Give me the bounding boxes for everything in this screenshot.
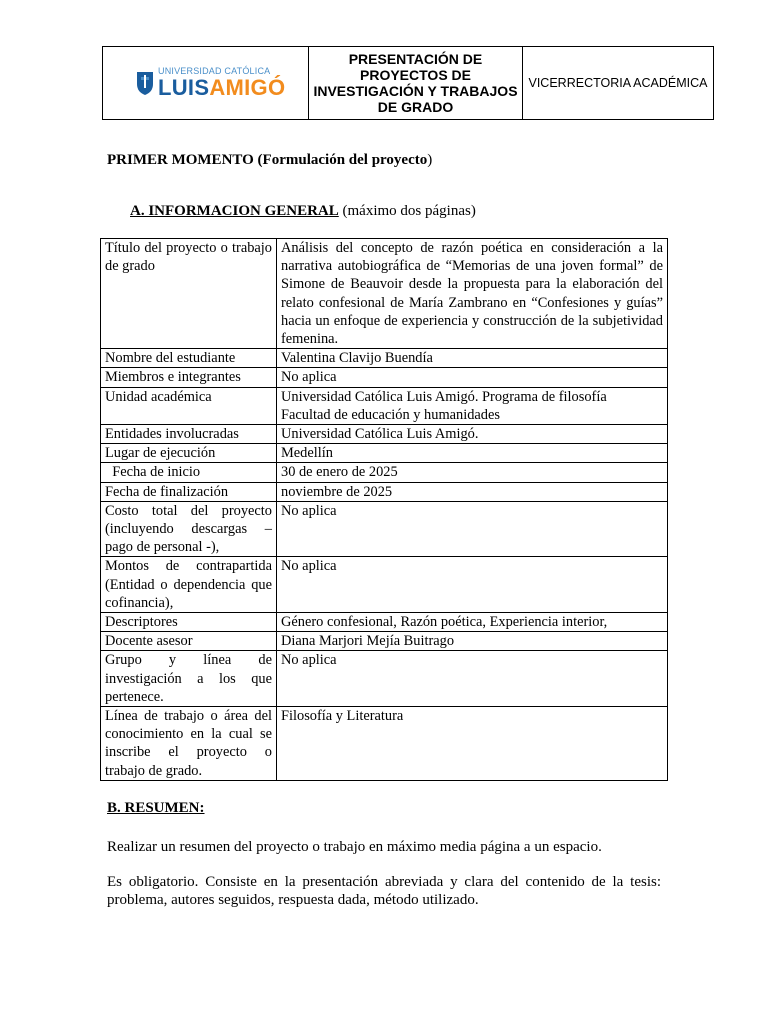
- table-row: [101, 651, 668, 707]
- row-value: Diana Marjori Mejía Buitrago: [277, 632, 668, 651]
- row-value: Valentina Clavijo Buendía: [277, 349, 668, 368]
- primer-momento-heading: [107, 152, 432, 169]
- table-row: [101, 557, 668, 613]
- row-label: Docente asesor: [101, 632, 277, 651]
- row-value: No aplica: [277, 651, 668, 707]
- row-label: Fecha de finalización: [101, 482, 277, 501]
- row-value: 30 de enero de 2025: [277, 463, 668, 482]
- row-value: Medellín: [277, 444, 668, 463]
- row-label: Título del proyecto o trabajo de grado: [101, 239, 277, 349]
- row-value: Universidad Católica Luis Amigó.: [277, 425, 668, 444]
- general-info-table: [100, 238, 668, 781]
- university-emblem-icon: [136, 70, 154, 96]
- row-value: [277, 387, 668, 424]
- row-value: Filosofía y Literatura: [277, 707, 668, 781]
- table-row: [101, 444, 668, 463]
- primer-momento-tail: ): [427, 152, 433, 168]
- row-value: No aplica: [277, 557, 668, 613]
- table-row: [101, 368, 668, 387]
- row-value: No aplica: [277, 368, 668, 387]
- table-row: [101, 613, 668, 632]
- table-row: [101, 349, 668, 368]
- table-row: [101, 425, 668, 444]
- section-a-note: (máximo dos páginas): [338, 203, 476, 219]
- section-a-title: A. INFORMACION GENERAL: [130, 203, 339, 219]
- table-row: [101, 239, 668, 349]
- summary-instruction: Realizar un resumen del proyecto o trabajo en máximo media página a un espacio.: [107, 839, 602, 855]
- table-row: [101, 482, 668, 501]
- row-value: Análisis del concepto de razón poética en consideración a la narrativa autobiográfica de “Memorias de una joven formal” de Simone de Beauvoir desde la propuesta para la elaboración del relato confesional de María Zambrano en “Confesiones y guías” hacia un enfoque de experiencia y construcción de la subjetividad femenina.: [277, 239, 668, 349]
- summary-description: Es obligatorio. Consiste en la presentación abreviada y clara del contenido de la tesis: problema, autores seguidos, respuesta dada, método utilizado.: [107, 874, 661, 908]
- row-value-line: Universidad Católica Luis Amigó. Programa de filosofía: [281, 388, 607, 405]
- row-value-line: Facultad de educación y humanidades: [281, 406, 500, 423]
- table-row: [101, 501, 668, 557]
- primer-momento-bold: PRIMER MOMENTO (Formulación del proyecto: [107, 152, 428, 168]
- row-label: Grupo y línea de investigación a los que pertenece.: [101, 651, 277, 707]
- row-label: Descriptores: [101, 613, 277, 632]
- row-label: Miembros e integrantes: [101, 368, 277, 387]
- row-label: Costo total del proyecto (incluyendo descargas – pago de personal -),: [101, 501, 277, 557]
- row-label: Lugar de ejecución: [101, 444, 277, 463]
- logo-amigo-text: AMIGÓ: [209, 75, 286, 100]
- row-label: Entidades involucradas: [101, 425, 277, 444]
- table-row: [101, 463, 668, 482]
- logo-luis-text: LUIS: [158, 75, 210, 100]
- university-logo: [103, 67, 308, 99]
- row-label: Línea de trabajo o área del conocimiento en la cual se inscribe el proyecto o trabajo de grado.: [101, 707, 277, 781]
- row-value: No aplica: [277, 501, 668, 557]
- section-a-heading: [130, 203, 476, 220]
- logo-university-text: UNIVERSIDAD CATÓLICA: [158, 66, 271, 76]
- row-value: noviembre de 2025: [277, 482, 668, 501]
- table-row: [101, 707, 668, 781]
- row-label: Unidad académica: [101, 387, 277, 424]
- row-label: Montos de contrapartida (Entidad o dependencia que cofinancia),: [101, 557, 277, 613]
- logo-cell: [103, 47, 309, 120]
- table-row: [101, 632, 668, 651]
- row-label: Fecha de inicio: [101, 463, 277, 482]
- row-label: Nombre del estudiante: [101, 349, 277, 368]
- table-row: [101, 387, 668, 424]
- document-title: PRESENTACIÓN DE PROYECTOS DE INVESTIGACIÓN Y TRABAJOS DE GRADO: [309, 47, 523, 120]
- department-name: VICERRECTORIA ACADÉMICA: [523, 47, 714, 120]
- section-b-heading: B. RESUMEN:: [107, 800, 205, 816]
- document-header: [102, 46, 714, 120]
- row-value: Género confesional, Razón poética, Experiencia interior,: [277, 613, 668, 632]
